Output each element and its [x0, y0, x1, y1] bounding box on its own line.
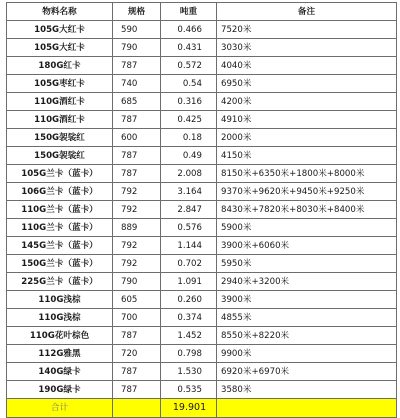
- table-row: [7, 381, 397, 399]
- table-row: [7, 237, 397, 255]
- material-name-cell: 225G兰卡（蓝卡）: [7, 273, 113, 291]
- spec-cell: 787: [113, 147, 161, 165]
- note-cell: 6920米+6970米: [217, 363, 397, 381]
- header-spec: 规格: [113, 3, 161, 21]
- note-cell: 8430米+7820米+8030米+8400米: [217, 201, 397, 219]
- note-cell: 9900米: [217, 345, 397, 363]
- note-cell: 4040米: [217, 57, 397, 75]
- spec-cell: 787: [113, 327, 161, 345]
- header-weight: 吨重: [161, 3, 217, 21]
- material-name-cell: 140G绿卡: [7, 363, 113, 381]
- note-cell: 8150米+6350米+1800米+8000米: [217, 165, 397, 183]
- spec-cell: 720: [113, 345, 161, 363]
- table-row: [7, 363, 397, 381]
- weight-cell: 3.164: [161, 183, 217, 201]
- material-name-cell: 150G兰卡（蓝卡）: [7, 255, 113, 273]
- table-row: [7, 201, 397, 219]
- spec-cell: 792: [113, 255, 161, 273]
- spec-cell: 787: [113, 111, 161, 129]
- spec-cell: 685: [113, 93, 161, 111]
- weight-cell: 1.091: [161, 273, 217, 291]
- table-row: [7, 183, 397, 201]
- material-name-cell: 180G红卡: [7, 57, 113, 75]
- note-cell: 4200米: [217, 93, 397, 111]
- note-cell: 6950米: [217, 75, 397, 93]
- weight-cell: 0.49: [161, 147, 217, 165]
- material-name-cell: 110G浅棕: [7, 291, 113, 309]
- note-cell: 3030米: [217, 39, 397, 57]
- weight-cell: 0.798: [161, 345, 217, 363]
- spec-cell: 787: [113, 57, 161, 75]
- note-cell: 3900米: [217, 291, 397, 309]
- weight-cell: 0.374: [161, 309, 217, 327]
- table-row: [7, 111, 397, 129]
- spec-cell: 792: [113, 201, 161, 219]
- material-name-cell: 106G兰卡（蓝卡）: [7, 183, 113, 201]
- table-row: [7, 327, 397, 345]
- note-cell: 4910米: [217, 111, 397, 129]
- total-note-cell: [217, 399, 397, 418]
- spec-cell: 700: [113, 309, 161, 327]
- spec-cell: 787: [113, 363, 161, 381]
- material-name-cell: 110G酒红卡: [7, 111, 113, 129]
- note-cell: 8550米+8220米: [217, 327, 397, 345]
- header-note: 备注: [217, 3, 397, 21]
- table-row: [7, 21, 397, 39]
- weight-cell: 0.535: [161, 381, 217, 399]
- material-name-cell: 105G大红卡: [7, 39, 113, 57]
- spec-cell: 605: [113, 291, 161, 309]
- weight-cell: 2.008: [161, 165, 217, 183]
- total-row: [7, 399, 397, 418]
- note-cell: 4150米: [217, 147, 397, 165]
- weight-cell: 1.144: [161, 237, 217, 255]
- table-row: [7, 129, 397, 147]
- weight-cell: 0.466: [161, 21, 217, 39]
- weight-cell: 1.530: [161, 363, 217, 381]
- note-cell: 3900米+6060米: [217, 237, 397, 255]
- material-name-cell: 150G袈裟红: [7, 147, 113, 165]
- material-name-cell: 110G兰卡（蓝卡）: [7, 201, 113, 219]
- inventory-table: [6, 2, 397, 418]
- table-row: [7, 165, 397, 183]
- spec-cell: 787: [113, 381, 161, 399]
- material-name-cell: 110G兰卡（蓝卡）: [7, 219, 113, 237]
- spec-cell: 792: [113, 237, 161, 255]
- table-row: [7, 291, 397, 309]
- weight-cell: 0.54: [161, 75, 217, 93]
- weight-cell: 0.316: [161, 93, 217, 111]
- table-row: [7, 93, 397, 111]
- table-row: [7, 147, 397, 165]
- table-row: [7, 219, 397, 237]
- material-name-cell: 110G浅棕: [7, 309, 113, 327]
- spec-cell: 792: [113, 183, 161, 201]
- material-name-cell: 112G雅黑: [7, 345, 113, 363]
- material-name-cell: 110G酒红卡: [7, 93, 113, 111]
- material-name-cell: 105G枣红卡: [7, 75, 113, 93]
- spec-cell: 740: [113, 75, 161, 93]
- table-row: [7, 345, 397, 363]
- note-cell: 2000米: [217, 129, 397, 147]
- table-row: [7, 75, 397, 93]
- weight-cell: 0.425: [161, 111, 217, 129]
- weight-cell: 0.18: [161, 129, 217, 147]
- header-row: [7, 3, 397, 21]
- weight-cell: 0.260: [161, 291, 217, 309]
- spec-cell: 787: [113, 165, 161, 183]
- spec-cell: 590: [113, 21, 161, 39]
- spec-cell: 600: [113, 129, 161, 147]
- total-weight: 19.901: [161, 399, 217, 418]
- weight-cell: 0.702: [161, 255, 217, 273]
- table-row: [7, 57, 397, 75]
- table-row: [7, 273, 397, 291]
- material-name-cell: 190G绿卡: [7, 381, 113, 399]
- material-name-cell: 150G袈裟红: [7, 129, 113, 147]
- weight-cell: 1.452: [161, 327, 217, 345]
- note-cell: 7520米: [217, 21, 397, 39]
- spec-cell: 790: [113, 273, 161, 291]
- total-spec-cell: [113, 399, 161, 418]
- header-material-name: 物料名称: [7, 3, 113, 21]
- table-row: [7, 255, 397, 273]
- note-cell: 2940米+3200米: [217, 273, 397, 291]
- weight-cell: 0.576: [161, 219, 217, 237]
- table-row: [7, 39, 397, 57]
- weight-cell: 2.847: [161, 201, 217, 219]
- weight-cell: 0.431: [161, 39, 217, 57]
- material-name-cell: 145G兰卡（蓝卡）: [7, 237, 113, 255]
- note-cell: 5950米: [217, 255, 397, 273]
- table-row: [7, 309, 397, 327]
- material-name-cell: 110G花叶棕色: [7, 327, 113, 345]
- spec-cell: 889: [113, 219, 161, 237]
- note-cell: 5900米: [217, 219, 397, 237]
- total-label: 合计: [7, 399, 113, 418]
- material-name-cell: 105G兰卡（蓝卡）: [7, 165, 113, 183]
- material-name-cell: 105G大红卡: [7, 21, 113, 39]
- note-cell: 3580米: [217, 381, 397, 399]
- note-cell: 4855米: [217, 309, 397, 327]
- note-cell: 9370米+9620米+9450米+9250米: [217, 183, 397, 201]
- spec-cell: 790: [113, 39, 161, 57]
- weight-cell: 0.572: [161, 57, 217, 75]
